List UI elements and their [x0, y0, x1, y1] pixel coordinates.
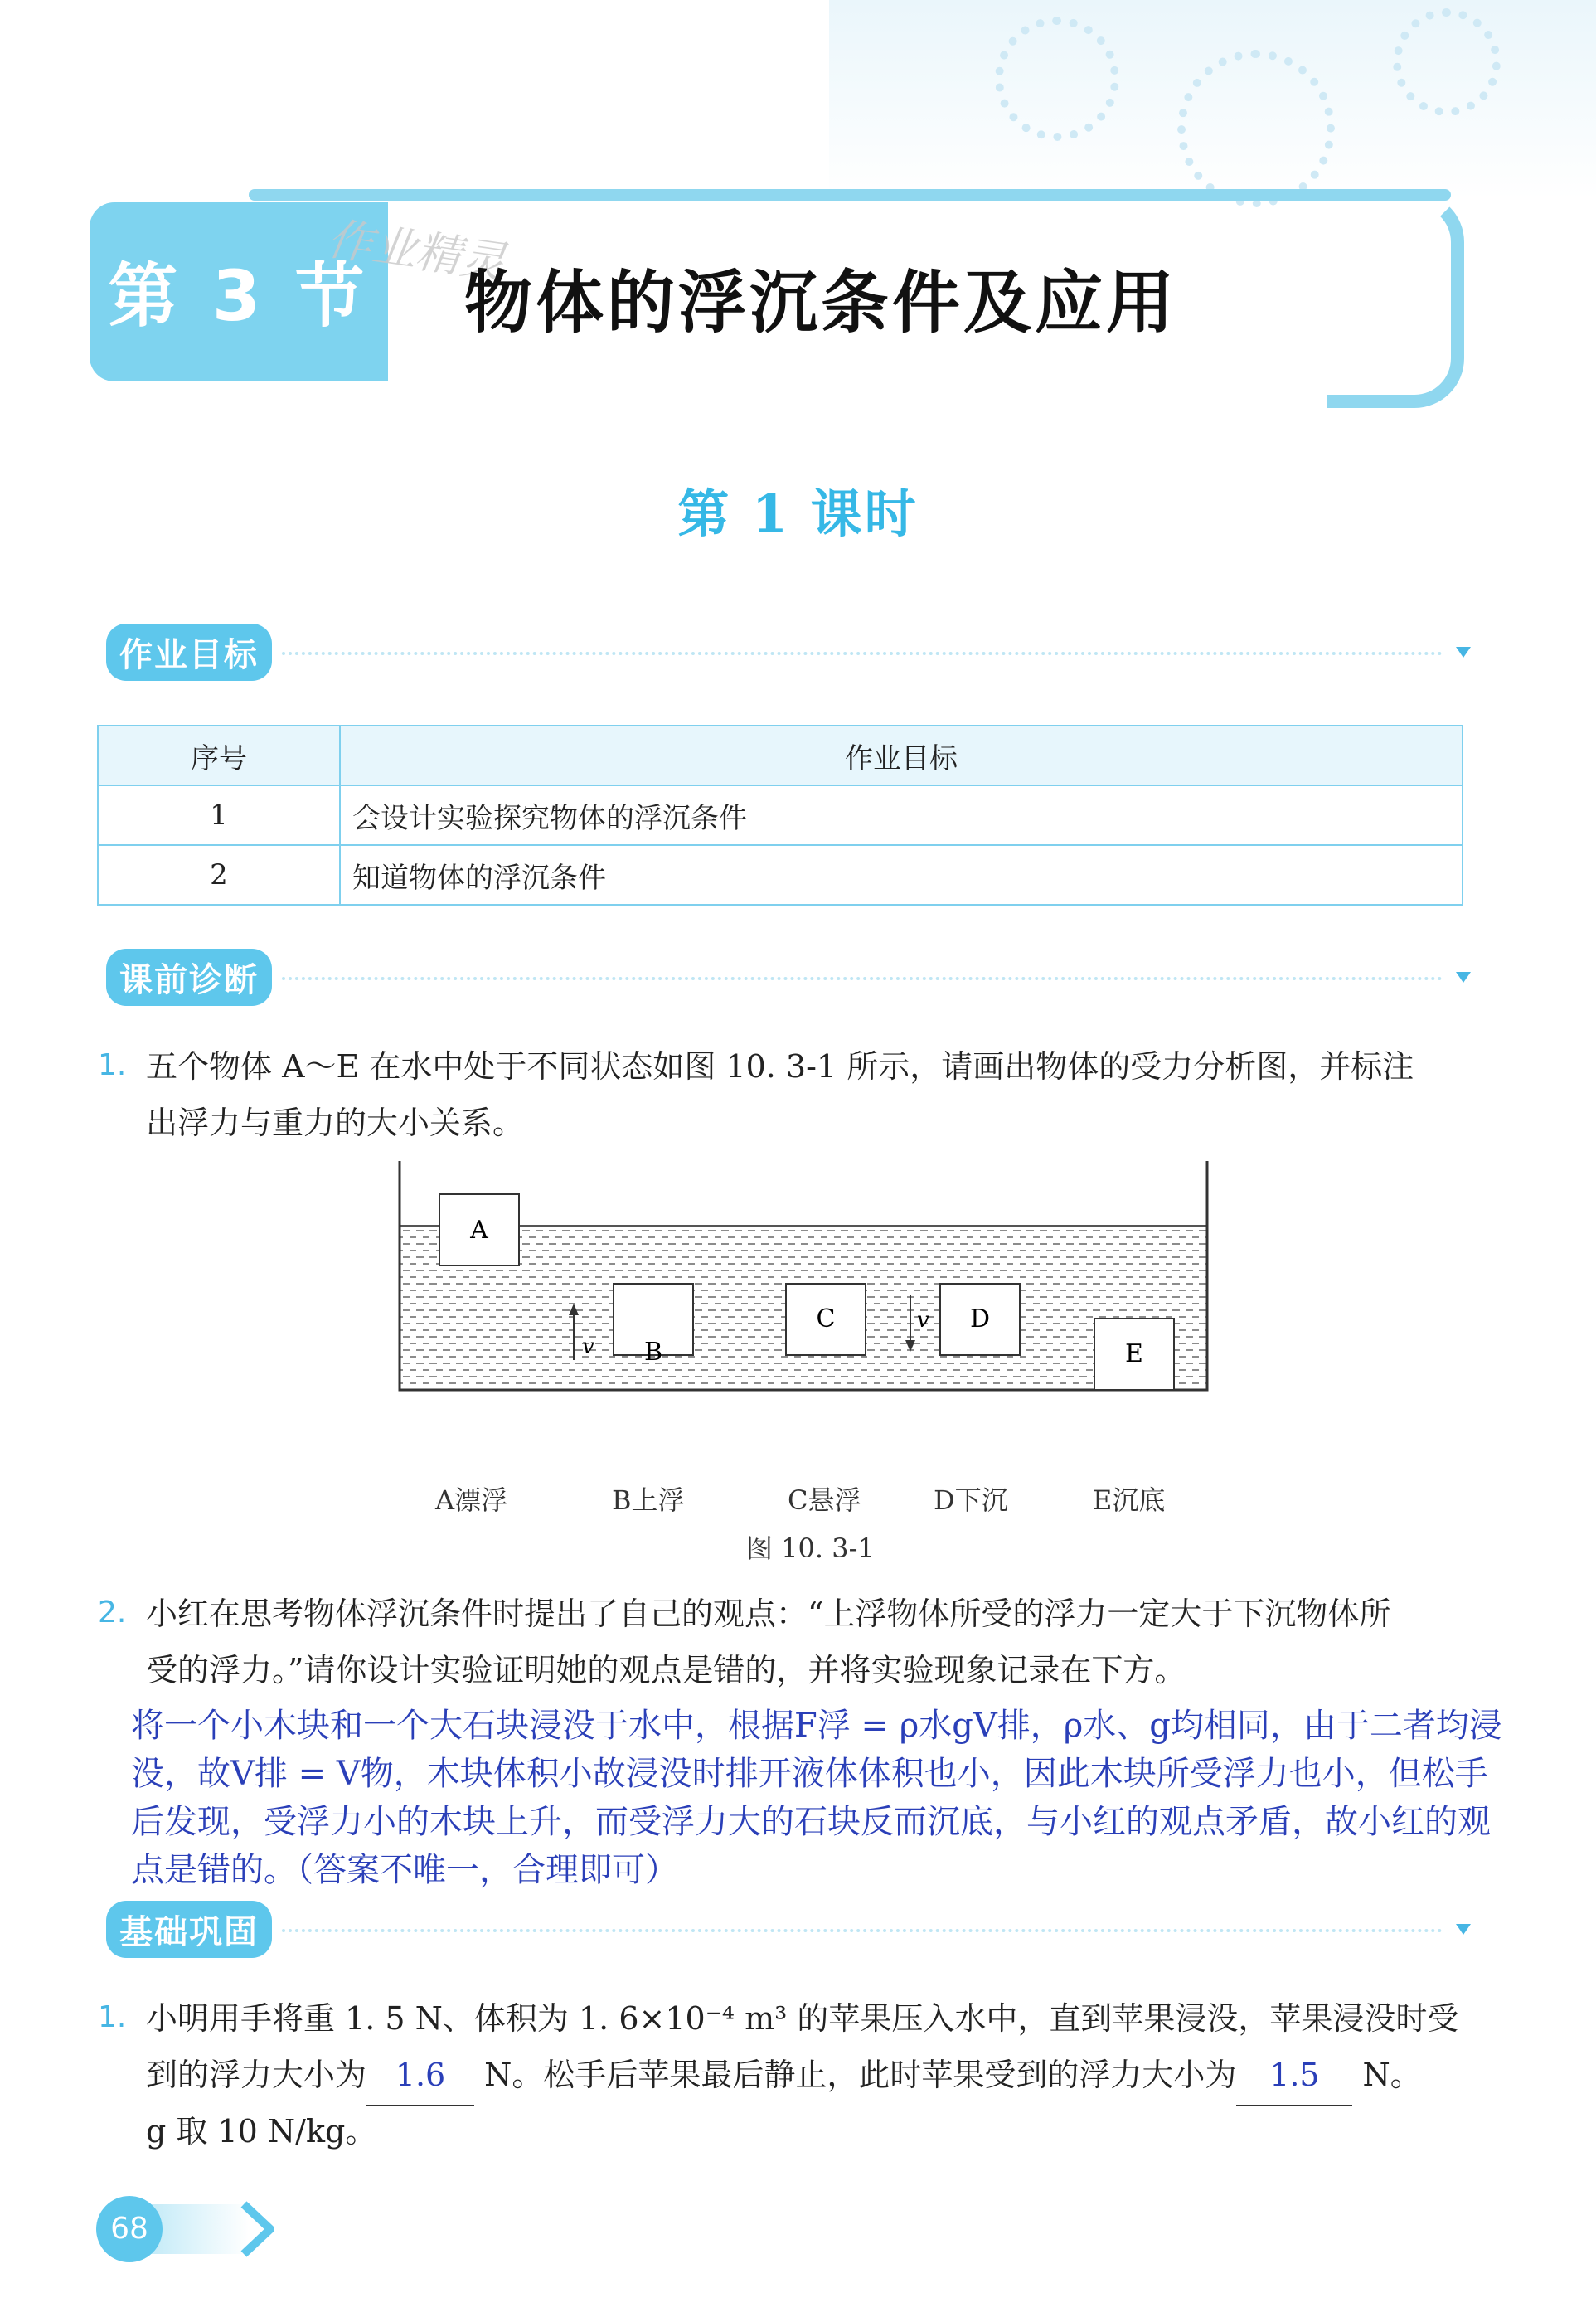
answer-text: 点是错的。（答案不唯一，合理即可）	[131, 1851, 678, 1889]
question-number: 1.	[98, 2000, 127, 2034]
question-text: N。	[1352, 2057, 1422, 2093]
gear-icon	[995, 17, 1119, 141]
question-number: 2.	[98, 1596, 127, 1630]
triangle-down-icon	[1456, 647, 1471, 658]
question-text-with-blanks	[146, 2045, 1422, 2106]
question-text: 受的浮力。”请你设计实验证明她的观点是错的，并将实验现象记录在下方。	[146, 1652, 1186, 1688]
table-header-row	[98, 726, 1463, 785]
svg-text:B: B	[643, 1338, 663, 1367]
answer-text: 没，故V排 = V物，木块体积小故浸没时排开液体体积也小，因此木块所受浮力也小，但松手	[131, 1755, 1488, 1793]
top-decoration	[829, 0, 1596, 199]
figure-label: E沉底	[1093, 1484, 1166, 1516]
question-text: 出浮力与重力的大小关系。	[146, 1105, 525, 1141]
table-row	[98, 845, 1463, 905]
goals-tag: 作业目标	[106, 624, 272, 681]
box-a	[439, 1194, 519, 1265]
figure-caption: 图 10. 3-1	[746, 1533, 875, 1564]
question-text: N。松手后苹果最后静止，此时苹果受到的浮力大小为	[474, 2057, 1237, 2093]
section-label: 第 3 节	[108, 255, 370, 337]
triangle-down-icon	[1456, 972, 1471, 983]
box-b	[614, 1284, 693, 1367]
answer-blank[interactable]	[366, 2045, 474, 2106]
question-text: 五个物体 A～E 在水中处于不同状态如图 10. 3-1 所示，请画出物体的受力分析图，并标注	[146, 1048, 1414, 1085]
answer-text: 将一个小木块和一个大石块浸没于水中，根据F浮 = ρ水gV排，ρ水、g均相同，由于二者均浸	[131, 1707, 1502, 1745]
svg-text:v: v	[582, 1334, 594, 1359]
question-text: g 取 10 N/kg。	[146, 2113, 377, 2150]
figure-label: D下沉	[934, 1484, 1008, 1516]
divider	[282, 977, 1443, 980]
box-e	[1094, 1319, 1174, 1390]
table-row	[98, 785, 1463, 845]
banner-line	[249, 189, 1451, 201]
question-text: 到的浮力大小为	[146, 2057, 367, 2093]
question-text: 小明用手将重 1. 5 N、体积为 1. 6×10⁻⁴ m³ 的苹果压入水中，直到苹果浸没，苹果浸没时受	[146, 2000, 1459, 2037]
page-number: 68	[96, 2196, 163, 2262]
table-cell: 1	[98, 785, 340, 845]
divider	[282, 652, 1443, 655]
gear-icon	[1177, 50, 1335, 207]
svg-text:C: C	[816, 1304, 836, 1333]
answer-text: 后发现，受浮力小的木块上升，而受浮力大的石块反而沉底，与小红的观点矛盾，故小红的观	[131, 1803, 1491, 1841]
figure-label: C悬浮	[788, 1484, 861, 1516]
divider	[282, 1929, 1443, 1932]
box-c	[786, 1284, 866, 1355]
table-header-cell: 序号	[98, 726, 340, 785]
box-d	[940, 1284, 1020, 1355]
triangle-down-icon	[1456, 1924, 1471, 1935]
basics-tag: 基础巩固	[106, 1901, 272, 1958]
question-number: 1.	[98, 1048, 127, 1082]
table-header-cell: 作业目标	[340, 726, 1463, 785]
chapter-title: 物体的浮沉条件及应用	[464, 264, 1178, 342]
answer-value: 1.6	[395, 2057, 446, 2093]
watermark: 作业精灵	[324, 212, 509, 289]
gear-icon	[1393, 8, 1501, 116]
banner-curve	[1327, 192, 1464, 408]
table-cell: 2	[98, 845, 340, 905]
figure-label: A漂浮	[435, 1484, 508, 1516]
answer-blank[interactable]	[1236, 2045, 1352, 2106]
diagnosis-tag: 课前诊断	[106, 949, 272, 1006]
figure-label: B上浮	[612, 1484, 685, 1516]
svg-text:D: D	[969, 1304, 991, 1333]
figure-10-3-1	[390, 1161, 1219, 1410]
answer-value: 1.5	[1269, 2057, 1320, 2093]
question-text: 小红在思考物体浮沉条件时提出了自己的观点：“上浮物体所受的浮力一定大于下沉物体所	[146, 1596, 1391, 1632]
table-cell: 会设计实验探究物体的浮沉条件	[340, 785, 1463, 845]
chevron-right-icon	[237, 2199, 279, 2259]
table-cell: 知道物体的浮沉条件	[340, 845, 1463, 905]
lesson-title: 第 1 课时	[677, 483, 919, 544]
svg-text:v: v	[917, 1308, 929, 1333]
svg-text:E: E	[1125, 1339, 1143, 1368]
svg-text:A: A	[470, 1216, 488, 1245]
goals-table	[97, 725, 1463, 906]
